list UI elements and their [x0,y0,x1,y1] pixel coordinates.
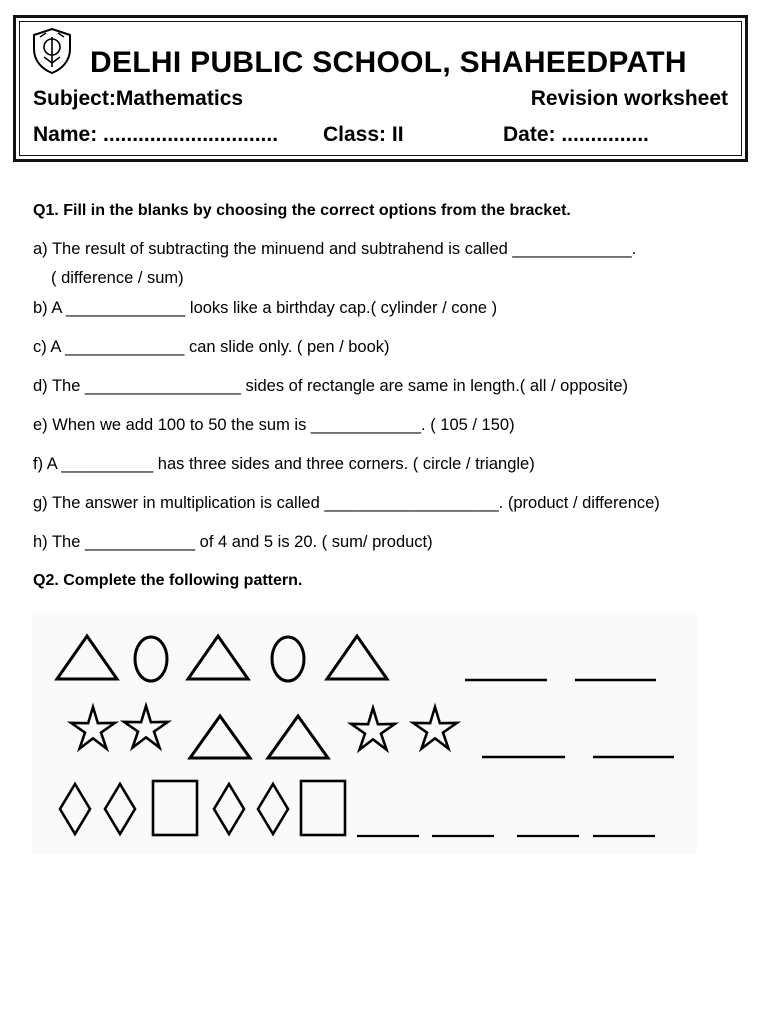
triangle-shape [190,716,250,758]
q1-item-g: g) The answer in multiplication is called ___________________. (product / difference) [33,494,660,512]
q1-item-b: b) A _____________ looks like a birthday cap.( cylinder / cone ) [33,299,498,317]
star-shape [124,706,168,748]
q1-item-e: e) When we add 100 to 50 the sum is ____________. ( 105 / 150) [33,416,515,434]
date-field: Date: ............... [503,123,649,146]
q1-item-d: d) The _________________ sides of rectangle are same in length.( all / opposite) [33,377,629,395]
triangle-shape [327,636,387,679]
diamond-shape [105,784,135,834]
q1-item-h: h) The ____________ of 4 and 5 is 20. ( sum/ product) [33,533,433,551]
triangle-shape [57,636,117,679]
q1-title: Q1. Fill in the blanks by choosing the correct options from the bracket. [33,202,571,219]
diamond-shape [214,784,244,834]
square-shape [301,781,345,835]
q2-title: Q2. Complete the following pattern. [33,572,303,589]
diamond-shape [258,784,288,834]
diamond-shape [60,784,90,834]
star-shape [351,708,395,750]
star-shape [71,707,115,749]
pattern-row-2 [71,706,674,758]
circle-shape [272,637,304,681]
pattern-row-3 [60,781,655,836]
q1-item-f: f) A __________ has three sides and three corners. ( circle / triangle) [33,455,535,473]
star-shape [413,707,457,749]
triangle-shape [268,716,328,758]
name-field: Name: .............................. [33,123,279,146]
q1-item-a: a) The result of subtracting the minuend and subtrahend is called _____________. [33,240,637,258]
class-field: Class: II [323,123,404,146]
school-name: DELHI PUBLIC SCHOOL, SHAHEEDPATH [90,46,687,79]
triangle-shape [188,636,248,679]
subject-label: Subject:Mathematics [33,87,244,110]
worksheet-type: Revision worksheet [530,87,728,110]
q1-item-a-options: ( difference / sum) [51,269,184,287]
pattern-row-1 [57,636,656,681]
circle-shape [135,637,167,681]
square-shape [153,781,197,835]
q1-item-c: c) A _____________ can slide only. ( pen / book) [33,338,390,356]
